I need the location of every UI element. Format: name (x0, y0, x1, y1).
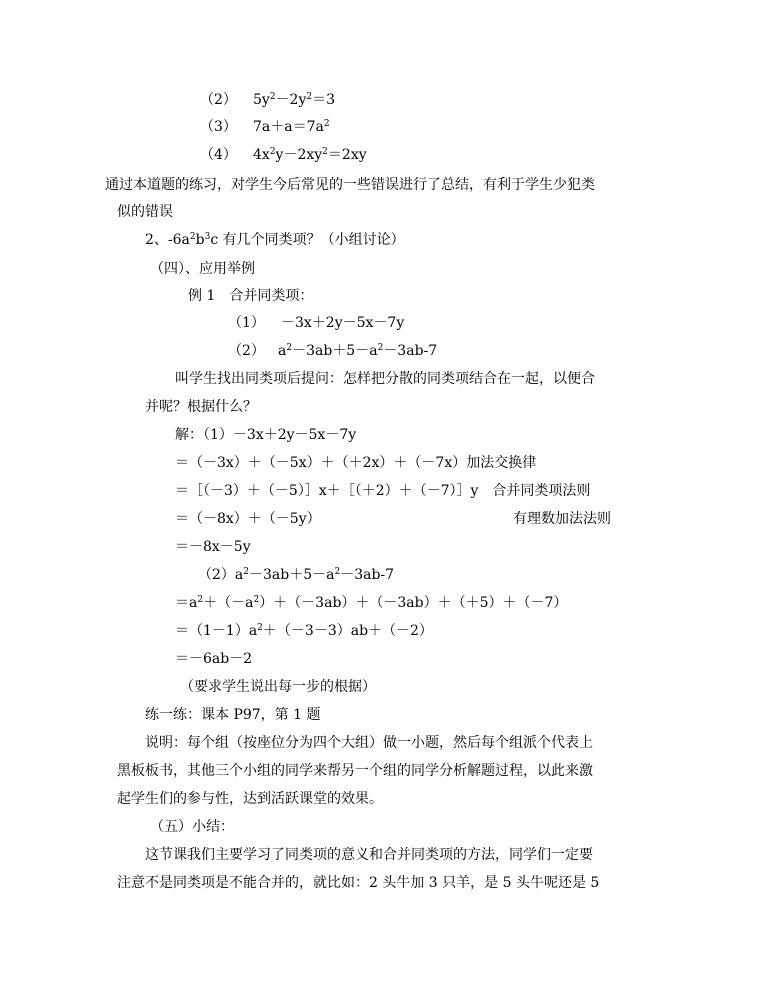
expr-part: －3ab-7 (340, 567, 395, 583)
superscript: 2 (306, 92, 313, 102)
question-2 (145, 231, 405, 249)
item-number: （4） (200, 147, 237, 163)
superscript: 2 (269, 147, 276, 157)
expr-part: 7a＋a＝7a (253, 119, 324, 135)
expr-part: a (278, 343, 287, 359)
item-expression (253, 91, 335, 109)
exercise-item-2 (200, 91, 336, 109)
expr-part: 5y (253, 92, 270, 108)
exercise-item-4 (200, 146, 367, 164)
prompt-line-1: 叫学生找出同类项后提问：怎样把分散的同类项结合在一起，以便合 (175, 371, 595, 387)
expr-part: y－2xy (275, 147, 323, 163)
solution-part-2-line-1 (175, 594, 567, 612)
superscript: 2 (286, 343, 293, 353)
superscript: 2 (322, 147, 328, 157)
item-number: （2） (200, 92, 237, 108)
item-expression (253, 118, 330, 136)
expr-part: b (195, 232, 205, 248)
exercise-summary-line-2: 似的错误 (117, 204, 173, 220)
superscript: 2 (334, 567, 341, 577)
item-expression (278, 342, 437, 360)
expr-part: 2、-6a (145, 232, 190, 248)
solution-part-2-line-3: ＝－6ab－2 (175, 651, 253, 667)
expr-part: －3ab＋5－a (292, 343, 378, 359)
solution-line-4-reason: 有理数加法法则 (513, 511, 611, 527)
exercise-item-3 (200, 118, 330, 136)
practice-note-line-3: 起学生们的参与性，达到活跃课堂的效果。 (117, 791, 383, 807)
solution-line-5: ＝－8x－5y (175, 539, 251, 555)
solution-part-2-line-2 (175, 622, 433, 640)
example-1-item-2 (228, 342, 438, 360)
superscript: 3 (204, 232, 211, 242)
example-1-title: 例 1 合并同类项： (188, 288, 314, 304)
superscript: 2 (323, 119, 330, 129)
expr-part: ＝3 (312, 92, 336, 108)
expr-part: ＋（－3－3）ab＋（－2） (262, 623, 433, 639)
expr-part: ＋（－a (203, 595, 254, 611)
superscript: 2 (243, 567, 249, 577)
item-number: （3） (200, 119, 237, 135)
expr-part: －3ab-7 (383, 343, 438, 359)
expr-part: ）＋（－3ab）＋（－3ab）＋（＋5）＋（－7） (259, 595, 568, 611)
superscript: 2 (189, 232, 196, 242)
section-5-heading: （五）小结： (150, 819, 234, 835)
expr-part: ＝a (175, 595, 198, 611)
superscript: 2 (269, 92, 276, 102)
item-expression: －3x＋2y－5x－7y (281, 315, 405, 331)
prompt-line-2: 并呢？根据什么？ (145, 399, 257, 415)
item-number: （2） (228, 343, 265, 359)
exercise-summary-line-1: 通过本道题的练习，对学生今后常见的一些错误进行了总结，有利于学生少犯类 (105, 177, 595, 193)
practice-title: 练一练：课本 P97，第 1 题 (145, 707, 321, 723)
example-1-item-1 (228, 314, 405, 332)
practice-note-line-1: 说明：每个组（按座位分为四个大组）做一小题，然后每个组派个代表上 (145, 735, 593, 751)
expr-part: （2）a (198, 567, 244, 583)
expr-part: ＝（1－1）a (175, 623, 258, 639)
superscript: 2 (253, 595, 260, 605)
expr-part: －2y (275, 92, 307, 108)
superscript: 2 (257, 623, 263, 633)
solution-line-3: ＝［（－3）＋（－5）］x＋［（＋2）＋（－7）］y 合并同类项法则 (175, 483, 591, 499)
expr-part: －3ab＋5－a (249, 567, 335, 583)
superscript: 2 (197, 595, 204, 605)
solution-line-4: ＝（－8x）＋（－5y） (175, 511, 321, 527)
section-5-line-2: 注意不是同类项是不能合并的，就比如：2 头牛加 3 只羊，是 5 头牛呢还是 5 (117, 875, 600, 891)
solution-part-2-title (198, 566, 394, 584)
expr-part: 4x (253, 147, 270, 163)
practice-note-line-2: 黑板板书，其他三个小组的同学来帮另一个组的同学分析解题过程，以此来激 (117, 763, 593, 779)
superscript: 2 (377, 343, 384, 353)
item-number: （1） (228, 315, 265, 331)
section-4-heading: （四）、应用举例 (150, 261, 255, 277)
expr-part: c 有几个同类项？（小组讨论） (210, 232, 405, 248)
solution-requirement: （要求学生说出每一步的根据） (180, 679, 376, 695)
expr-part: ＝2xy (327, 147, 367, 163)
section-5-line-1: 这节课我们主要学习了同类项的意义和合并同类项的方法，同学们一定要 (145, 847, 593, 863)
item-expression (253, 146, 367, 164)
solution-line-2: ＝（－3x）＋（－5x）＋（＋2x）＋（－7x）加法交换律 (175, 455, 537, 471)
solution-line-1: 解：（1）－3x＋2y－5x－7y (175, 427, 357, 443)
